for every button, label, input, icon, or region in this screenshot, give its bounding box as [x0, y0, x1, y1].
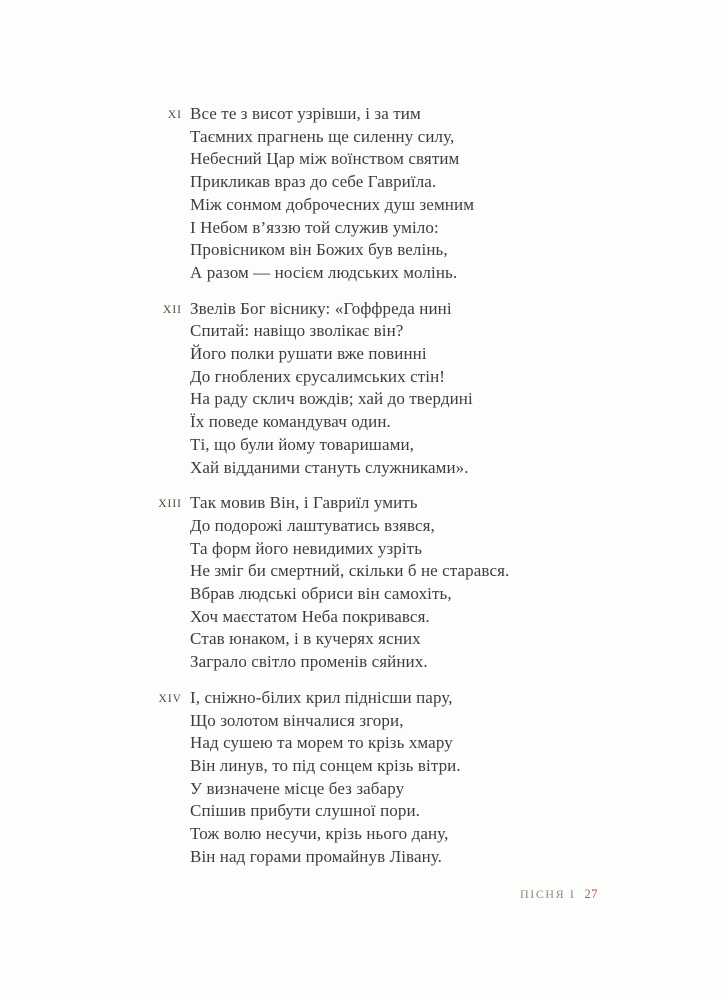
stanza-numeral: XIV: [158, 692, 182, 705]
stanza-verse: [190, 103, 474, 285]
verse-line: На раду склич вождів; хай до твердині: [190, 389, 473, 409]
verse-line: Що золотом вінчалися згори,: [190, 710, 404, 730]
stanza-numeral: XII: [163, 303, 182, 316]
verse-line: Звелів Бог віснику: «Гоффреда нині: [190, 298, 452, 318]
stanza: [150, 687, 509, 869]
verse-line: Ті, що були йому товаришами,: [190, 434, 415, 454]
verse-line: І Небом в’яззю той служив уміло:: [190, 217, 439, 237]
verse-line: Таємних прагнень ще силенну силу,: [190, 126, 455, 146]
verse-line: Став юнаком, і в кучерях ясних: [190, 629, 421, 649]
verse-line: Вбрав людські обриси він самохіть,: [190, 584, 452, 604]
verse-line: До гноблених єрусалимських стін!: [190, 366, 446, 386]
poem: [150, 103, 509, 882]
running-title: ПІСНЯ I: [519, 887, 576, 901]
verse-line: Все те з висот узрівши, і за тим: [190, 104, 421, 123]
stanza: [150, 298, 509, 480]
verse-line: Над сушею та морем то крізь хмару: [190, 733, 453, 753]
verse-line: Спитай: навіщо зволікає він?: [190, 321, 404, 341]
verse-line: Між сонмом доброчесних душ земним: [190, 194, 475, 214]
verse-line: Хоч маєстатом Неба покривався.: [190, 606, 430, 626]
page-number: 27: [584, 887, 598, 901]
stanza-verse: [190, 687, 461, 869]
stanza-numeral: XI: [167, 109, 182, 121]
verse-line: Не зміг би смертний, скільки б не старався.: [190, 561, 510, 581]
verse-line: Заграло світло променів сяйних.: [190, 652, 428, 672]
stanza: [150, 103, 509, 285]
verse-line: Хай відданими стануть служниками».: [190, 457, 469, 477]
verse-line: Провісником він Божих був велінь,: [190, 240, 448, 260]
verse-line: У визначене місце без забару: [190, 778, 405, 798]
verse-line: Тож волю несучи, крізь нього дану,: [190, 824, 449, 844]
verse-line: Їх поведе командувач один.: [190, 412, 391, 432]
verse-line: Так мовив Він, і Гавриїл умить: [190, 493, 418, 513]
stanza-verse: [190, 492, 509, 674]
verse-line: Небесний Цар між воїнством святим: [190, 149, 460, 169]
verse-line: Прикликав враз до себе Гавриїла.: [190, 172, 437, 192]
stanza: [150, 492, 509, 674]
verse-line: Його полки рушати вже повинні: [190, 344, 427, 364]
verse-line: До подорожі лаштуватись взявся,: [190, 515, 435, 535]
stanza-verse: [190, 298, 473, 480]
verse-line: Та форм його невидимих узріть: [190, 538, 423, 558]
verse-line: Спішив прибути слушної пори.: [190, 801, 421, 821]
verse-line: І, сніжно-білих крил піднісши пару,: [190, 687, 453, 707]
verse-line: А разом — носієм людських молінь.: [190, 262, 458, 282]
verse-line: Він над горами промайнув Лівану.: [190, 846, 443, 866]
page-footer: [520, 885, 598, 903]
stanza-numeral: XIII: [158, 498, 182, 511]
verse-line: Він линув, то під сонцем крізь вітри.: [190, 755, 461, 775]
